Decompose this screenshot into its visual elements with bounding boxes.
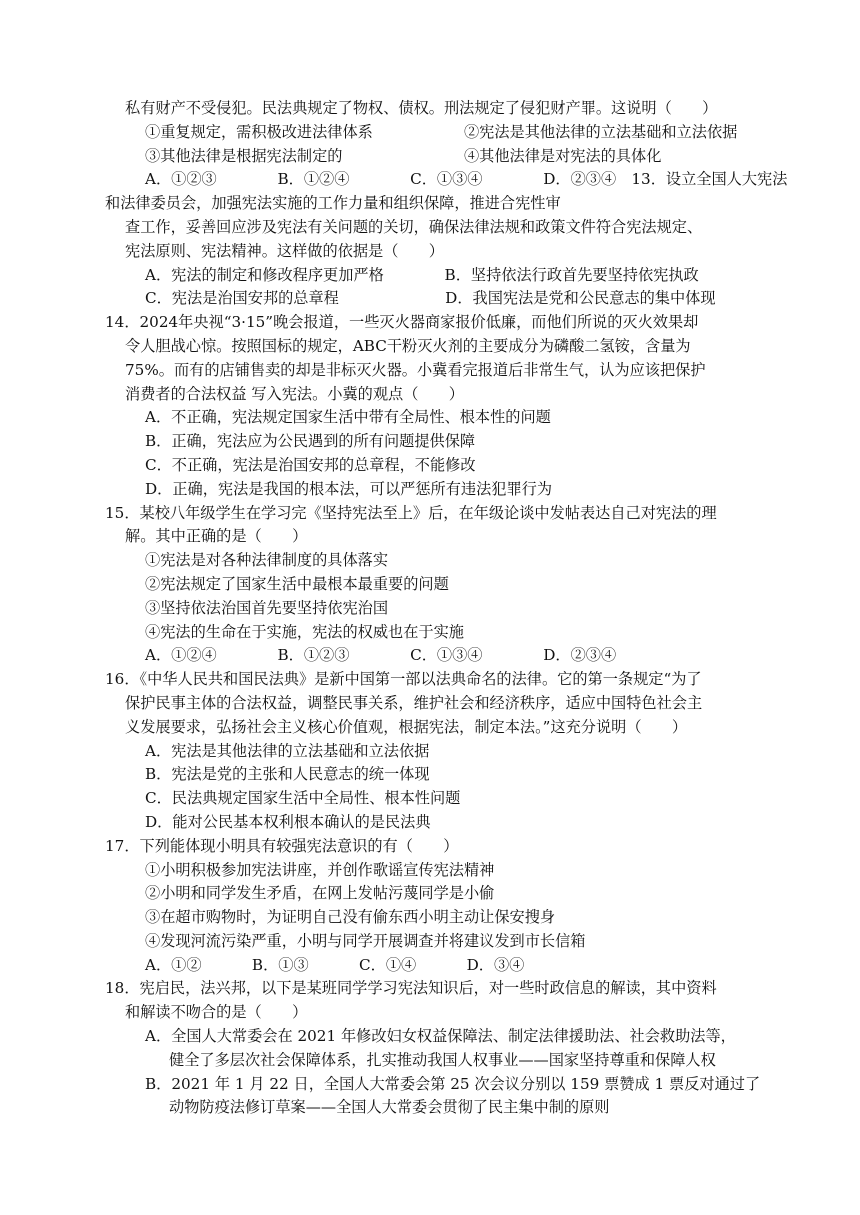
question-16 [105, 668, 825, 835]
statement-line: ②小明和同学发生矛盾，在网上发帖污蔑同学是小偷 [145, 884, 495, 903]
statement-line: ②宪法规定了国家生活中最根本最重要的问题 [145, 574, 449, 593]
statement-line: ①小明积极参加宪法讲座，并创作歌谣宣传宪法精神 [145, 860, 495, 879]
statement-line: ①重复规定，需积极改进法律体系 ②宪法是其他法律的立法基础和立法依据 [145, 122, 738, 141]
option-b: B．宪法是党的主张和人民意志的统一体现 [145, 765, 430, 784]
question-stem-line: 14．2024年央视“3·15”晚会报道，一些灭火器商家报价低廉，而他们所说的灭火效果却 [105, 313, 699, 332]
question-stem-line: 15．某校八年级学生在学习完《坚持宪法至上》后，在年级论谈中发帖表达自己对宪法的理 [105, 503, 717, 522]
statement-line: ①宪法是对各种法律制度的具体落实 [145, 551, 388, 570]
question-stem-line: 75%。而有的店铺售卖的却是非标灭火器。小冀看完报道后非常生气，认为应该把保护 [125, 360, 706, 379]
question-stem-line: 和法律委员会，加强宪法实施的工作力量和组织保障，推进合宪性审 [105, 194, 561, 213]
question-number: 17． [105, 836, 140, 855]
answer-options: A．①②④ B．①②③ C．①③④ D．②③④ [145, 646, 617, 665]
question-stem-line: 查工作，妥善回应涉及宪法有关问题的关切，确保法律法规和政策文件符合宪法规定、 [125, 217, 703, 236]
question-15 [105, 502, 825, 669]
option-b: B．正确，宪法应为公民遇到的所有问题提供保障 [145, 432, 476, 451]
statement-line: ④发现河流污染严重，小明与同学开展调查并将建议发到市长信箱 [145, 931, 586, 950]
question-stem-line: 私有财产不受侵犯。民法典规定了物权、债权。刑法规定了侵犯财产罪。这说明（ ） [125, 99, 718, 117]
statement-line: ③其他法律是根据宪法制定的 ④其他法律是对宪法的具体化 [145, 146, 662, 165]
answer-options-line [125, 168, 825, 192]
statement-line: ③在超市购物时，为证明自己没有偷东西小明主动让保安搜身 [145, 908, 556, 927]
question-number: 15． [105, 503, 140, 522]
option-a: A．不正确，宪法规定国家生活中带有全局性、根本性的问题 [145, 408, 551, 427]
questions-block [105, 97, 825, 1120]
option-c: C．不正确，宪法是治国安邦的总章程，不能修改 [145, 455, 476, 474]
question-13 [105, 192, 825, 311]
question-stem-line: 保护民事主体的合法权益，调整民事关系，维护社会和经济秩序，适应中国特色社会主 [125, 693, 703, 712]
answer-options: A．①② B．①③ C．①④ D．③④ [145, 955, 525, 974]
question-number: 18． [105, 979, 140, 998]
question-stem-line: 18．宪启民，法兴邦，以下是某班同学学习宪法知识后，对一些时政信息的解读，其中资料 [105, 979, 717, 998]
option-line: A．宪法的制定和修改程序更加严格 B．坚持依法行政首先要坚持依宪执政 [145, 265, 699, 284]
question-stem-line: 义发展要求，弘扬社会主义核心价值观，根据宪法，制定本法。”这充分说明（ ） [125, 717, 688, 736]
question-stem-line: 解。其中正确的是（ ） [125, 527, 308, 546]
question-14 [105, 311, 825, 501]
question-stem-line: 令人胆战心惊。按照国标的规定，ABC干粉灭火剂的主要成分为磷酸二氢铵，含量为 [125, 336, 691, 355]
question-12 [125, 97, 825, 192]
option-b-continued: 动物防疫法修订草案——全国人大常委会贯彻了民主集中制的原则 [169, 1098, 610, 1117]
question-number: 16． [105, 670, 140, 689]
question-18 [105, 977, 825, 1120]
statement-line: ③坚持依法治国首先要坚持依宪治国 [145, 598, 388, 617]
option-b: B．2021 年 1 月 22 日，全国人大常委会第 25 次会议分别以 159 票赞成 1 票反对通过了 [145, 1074, 761, 1093]
question-stem-line: 17．下列能体现小明具有较强宪法意识的有（ ） [105, 836, 459, 855]
option-a-continued: 健全了多层次社会保障体系，扎实推动我国人权事业——国家坚持尊重和保障人权 [169, 1050, 716, 1069]
question-stem-line: 和解读不吻合的是（ ） [125, 1003, 308, 1022]
answer-options: A．①②③ B．①②④ C．①③④ D．②③④ [145, 170, 617, 189]
option-a: A．宪法是其他法律的立法基础和立法依据 [145, 741, 430, 760]
option-a: A．全国人大常委会在 2021 年修改妇女权益保障法、制定法律援助法、社会救助法等， [145, 1027, 736, 1046]
option-c: C．民法典规定国家生活中全局性、根本性问题 [145, 789, 461, 808]
question-17 [105, 835, 825, 978]
statement-line: ④宪法的生命在于实施，宪法的权威也在于实施 [145, 622, 464, 641]
question-stem-line: 16．《中华人民共和国民法典》是新中国第一部以法典命名的法律。它的第一条规定“为了 [105, 670, 702, 689]
option-line: C．宪法是治国安邦的总章程 D．我国宪法是党和公民意志的集中体现 [145, 289, 716, 308]
option-d: D．能对公民基本权利根本确认的是民法典 [145, 812, 431, 831]
option-d: D．正确，宪法是我国的根本法，可以严惩所有违法犯罪行为 [145, 479, 553, 498]
question-number: 14． [105, 313, 140, 332]
question-13-start: 13．设立全国人大宪法 [616, 170, 788, 189]
question-stem-line: 消费者的合法权益 写入宪法。小冀的观点（ ） [125, 384, 464, 403]
question-stem-line: 宪法原则、宪法精神。这样做的依据是（ ） [125, 241, 444, 260]
